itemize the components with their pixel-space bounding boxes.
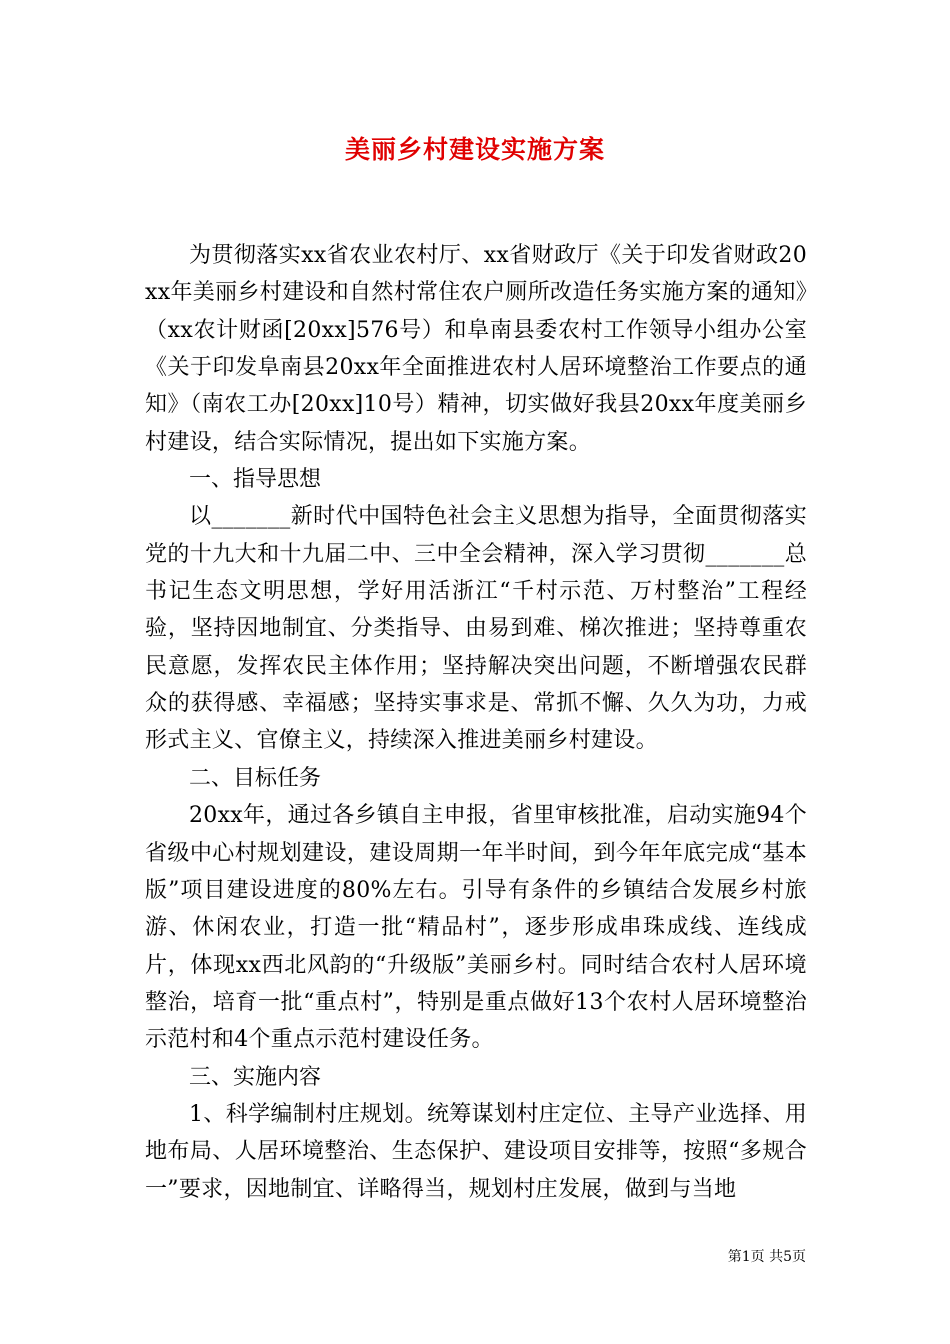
section-heading-objectives: 二、目标任务	[189, 765, 322, 791]
section-heading-implementation: 三、实施内容	[189, 1064, 322, 1090]
section-paragraph-guiding-ideology: 以_______新时代中国特色社会主义思想为指导，全面贯彻落实党的十九大和十九届二中、三中全会精神，深入学习贯彻_______总书记生态文明思想，学好用活浙江“千村示范、万村整治”工程经验，坚持因地制宜、分类指导、由易到难、梯次推进；坚持尊重农民意愿，发挥农民主体作用；坚持解决突出问题，不断增强农民群众的获得感、幸福感；坚持实事求是、常抓不懈、久久为功，力戒形式主义、官僚主义，持续深入推进美丽乡村建设。	[145, 504, 807, 754]
section-paragraph-objectives: 20xx年，通过各乡镇自主申报，省里审核批准，启动实施94个省级中心村规划建设，建设周期一年半时间，到今年年底完成“基本版”项目建设进度的80%左右。引导有条件的乡镇结合发展乡村旅游、休闲农业，打造一批“精品村”，逐步形成串珠成线、连线成片，体现xx西北风韵的“升级版”美丽乡村。同时结合农村人居环境整治，培育一批“重点村”，特别是重点做好13个农村人居环境整治示范村和4个重点示范村建设任务。	[145, 803, 807, 1053]
document-body	[145, 237, 807, 1208]
section-paragraph-implementation: 1、科学编制村庄规划。统筹谋划村庄定位、主导产业选择、用地布局、人居环境整治、生态保护、建设项目安排等，按照“多规合一”要求，因地制宜、详略得当，规划村庄发展，做到与当地	[145, 1101, 807, 1202]
page-title: 美丽乡村建设实施方案	[344, 135, 605, 164]
page-number-footer: 第1页 共5页	[727, 1249, 806, 1265]
section-heading-guiding-ideology: 一、指导思想	[189, 467, 322, 493]
intro-paragraph: 为贯彻落实xx省农业农村厅、xx省财政厅《关于印发省财政20xx年美丽乡村建设和自然村常住农户厕所改造任务实施方案的通知》（xx农计财函[20xx]576号）和阜南县委农村工作领导小组办公室《关于印发阜南县20xx年全面推进农村人居环境整治工作要点的通知》（南农工办[20xx]10号）精神，切实做好我县20xx年度美丽乡村建设，结合实际情况，提出如下实施方案。	[145, 243, 807, 455]
